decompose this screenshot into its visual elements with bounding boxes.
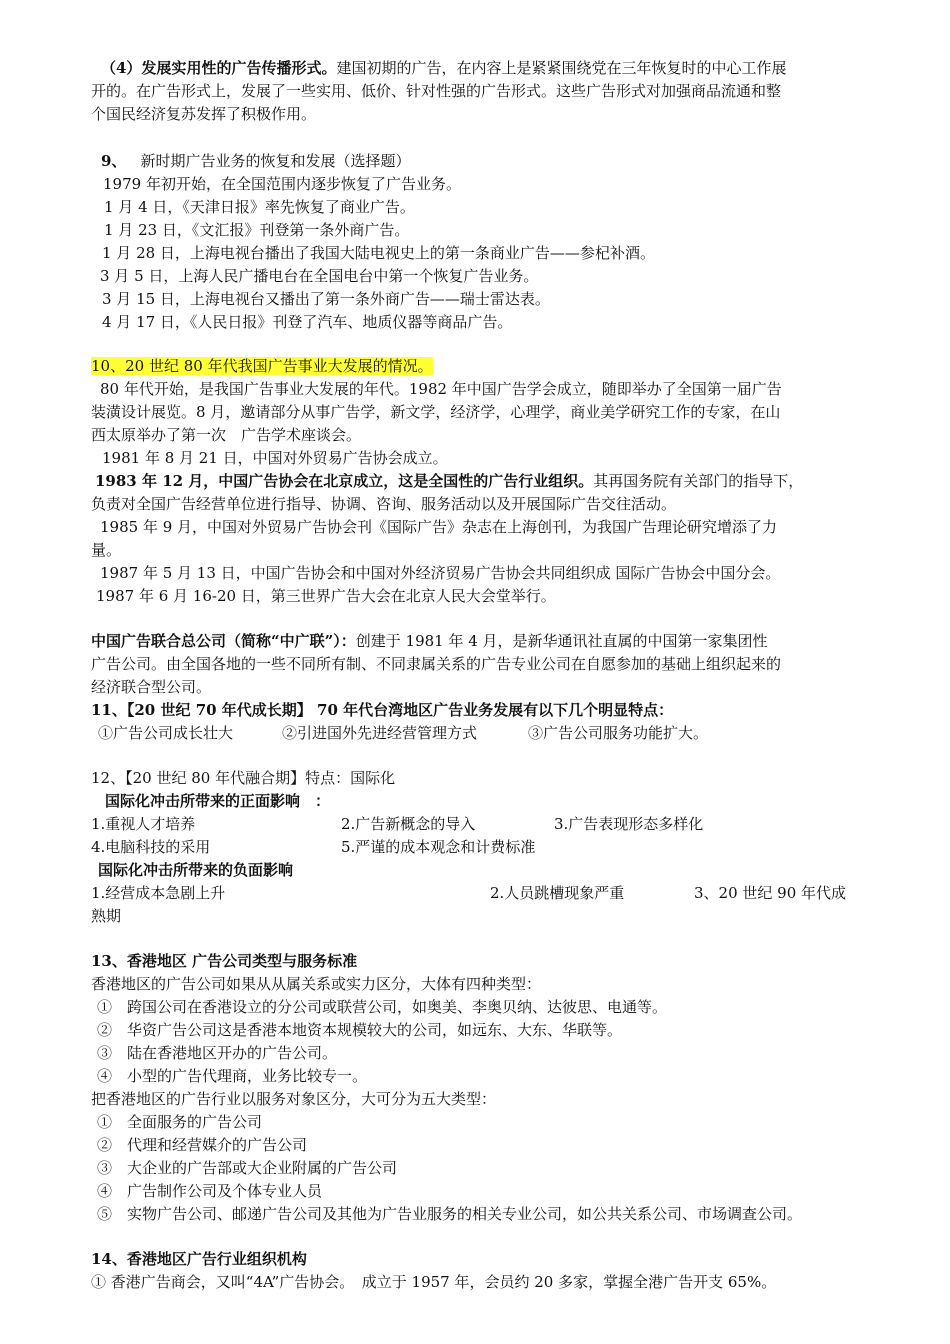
sec9-line: 1 月 28 日，上海电视台播出了我国大陆电视史上的第一条商业广告——参杞补酒。 xyxy=(102,244,655,262)
sec4-line1 xyxy=(101,57,786,79)
sec9-line: 1979 年初开始，在全国范围内逐步恢复了广告业务。 xyxy=(103,175,461,193)
sec10-p1-line1: 80 年代开始，是我国广告事业大发展的年代。1982 年中国广告学会成立，随即举办了全国第一届广告 xyxy=(100,380,782,398)
sec11-item: ③广告公司服务功能扩大。 xyxy=(528,724,709,742)
sec10-p4-line1: 1985 年 9 月，中国对外贸易广告协会刊《国际广告》杂志在上海创刊，为我国广告理论研究增添了力 xyxy=(100,518,778,536)
sec13-heading: 13、香港地区 广告公司类型与服务标准 xyxy=(91,952,358,970)
sec9-number: 9、 xyxy=(101,152,127,170)
sec9-line: 3 月 15 日，上海电视台又播出了第一条外商广告——瑞士雷达表。 xyxy=(102,290,550,308)
zgl-line2: 广告公司。由全国各地的一些不同所有制、不同隶属关系的广告专业公司在自愿参加的基础上组织起来的 xyxy=(91,655,782,673)
sec12-negative-item: 1.经营成本急剧上升 xyxy=(91,884,226,902)
sec4-line2: 开的。在广告形式上，发展了一些实用、低价、针对性强的广告形式。这些广告形式对加强商品流通和整 xyxy=(91,82,782,100)
sec13-list2-item: ⑤ 实物广告公司、邮递广告公司及其他为广告业服务的相关专业公司，如公共关系公司、市场调查公司。 xyxy=(97,1205,803,1223)
sec13-list1-item: ② 华资广告公司这是香港本地资本规模较大的公司，如远东、大东、华联等。 xyxy=(97,1021,623,1039)
sec10-p3-line2: 负责对全国广告经营单位进行指导、协调、咨询、服务活动以及开展国际广告交往活动。 xyxy=(91,495,677,513)
sec14-heading: 14、香港地区广告行业组织机构 xyxy=(91,1250,307,1268)
sec12-positive-item: 5.严谨的成本观念和计费标准 xyxy=(341,838,536,856)
sec9-heading xyxy=(101,150,410,172)
sec12-heading xyxy=(91,767,395,789)
sec10-p1-line3: 西太原举办了第一次 广告学术座谈会。 xyxy=(91,426,362,444)
sec13-list1-item: ① 跨国公司在香港设立的分公司或联营公司，如奥美、李奥贝纳、达彼思、电通等。 xyxy=(97,998,668,1016)
sec13-list1-item: ③ 陆在香港地区开办的广告公司。 xyxy=(97,1044,338,1062)
sec10-p1-line2: 装潢设计展览。8 月，邀请部分从事广告学，新文学，经济学，心理学，商业美学研究工作的专家，在山 xyxy=(91,403,781,421)
sec12-positive-item: 4.电脑科技的采用 xyxy=(91,838,211,856)
zgl-line1 xyxy=(91,630,768,652)
sec9-title: 新时期广告业务的恢复和发展（选择题） xyxy=(140,152,411,170)
sec12-negative-item: 2.人员跳槽现象严重 xyxy=(490,884,625,902)
sec13-list2-item: ① 全面服务的广告公司 xyxy=(97,1113,263,1131)
sec13-intro1: 香港地区的广告公司如果从从属关系或实力区分，大体有四种类型： xyxy=(91,975,542,993)
sec12-positive-title: 国际化冲击所带来的正面影响 ： xyxy=(105,792,331,810)
sec10-p5: 1987 年 5 月 13 日，中国广告协会和中国对外经济贸易广告协会共同组织成 国际广告协会中国分会。 xyxy=(100,564,781,582)
sec13-list2-item: ② 代理和经营媒介的广告公司 xyxy=(97,1136,308,1154)
sec12-negative-item: 3、20 世纪 90 年代成 xyxy=(694,884,847,902)
sec13-list2-item: ④ 广告制作公司及个体专业人员 xyxy=(97,1182,323,1200)
sec12-heading-text: 12、【20 世纪 80 年代融合期】特点：国际化 xyxy=(91,769,396,787)
sec10-p3-rest: 其再国务院有关部门的指导下， xyxy=(593,472,804,490)
sec12-positive-item: 2.广告新概念的导入 xyxy=(341,815,476,833)
sec4-line3: 个国民经济复苏发挥了积极作用。 xyxy=(91,105,317,123)
sec13-list2-item: ③ 大企业的广告部或大企业附属的广告公司 xyxy=(97,1159,398,1177)
highlighted-heading: 10、20 世纪 80 年代我国广告事业大发展的情况。 xyxy=(91,357,433,375)
sec14-line: ① 香港广告商会，又叫“4A”广告协会。 成立于 1957 年，会员约 20 多家，掌握全港广告开支 65%。 xyxy=(91,1273,777,1291)
sec9-line: 4 月 17 日，《人民日报》刊登了汽车、地质仪器等商品广告。 xyxy=(102,313,513,331)
sec13-intro2: 把香港地区的广告行业以服务对象区分，大可分为五大类型： xyxy=(91,1090,497,1108)
sec10-p6: 1987 年 6 月 16-20 日，第三世界广告大会在北京人民大会堂举行。 xyxy=(96,587,556,605)
sec9-line: 1 月 4 日，《天津日报》率先恢复了商业广告。 xyxy=(104,198,415,216)
sec12-positive-item: 3.广告表现形态多样化 xyxy=(554,815,704,833)
sec10-p4-line2: 量。 xyxy=(91,541,122,559)
sec4-text: 建国初期的广告，在内容上是紧紧围绕党在三年恢复时的中心工作展 xyxy=(336,59,787,77)
sec11-item: ②引进国外先进经营管理方式 xyxy=(282,724,478,742)
sec11-heading: 11、【20 世纪 70 年代成长期】 70 年代台湾地区广告业务发展有以下几个明显特点： xyxy=(91,701,674,719)
sec10-p3-line1 xyxy=(95,470,803,492)
sec4-lead: （4）发展实用性的广告传播形式。 xyxy=(101,59,337,77)
sec9-line: 3 月 5 日，上海人民广播电台在全国电台中第一个恢复广告业务。 xyxy=(100,267,539,285)
sec12-positive-item: 1.重视人才培养 xyxy=(91,815,196,833)
zgl-text: 创建于 1981 年 4 月，是新华通讯社直属的中国第一家集团性 xyxy=(355,632,768,650)
zgl-bold: 中国广告联合总公司（简称“中广联”）： xyxy=(91,632,356,650)
sec12-negative-title: 国际化冲击所带来的负面影响 xyxy=(98,861,294,879)
sec13-list1-item: ④ 小型的广告代理商，业务比较专一。 xyxy=(97,1067,368,1085)
sec12-negative-item: 熟期 xyxy=(91,907,122,925)
sec10-heading xyxy=(91,355,433,377)
sec9-line: 1 月 23 日，《文汇报》刊登第一条外商广告。 xyxy=(104,221,410,239)
sec11-item: ①广告公司成长壮大 xyxy=(98,724,234,742)
sec10-p2: 1981 年 8 月 21 日，中国对外贸易广告协会成立。 xyxy=(102,449,448,467)
zgl-line3: 经济联合型公司。 xyxy=(91,678,212,696)
sec10-p3-bold: 1983 年 12 月，中国广告协会在北京成立，这是全国性的广告行业组织。 xyxy=(95,472,594,490)
